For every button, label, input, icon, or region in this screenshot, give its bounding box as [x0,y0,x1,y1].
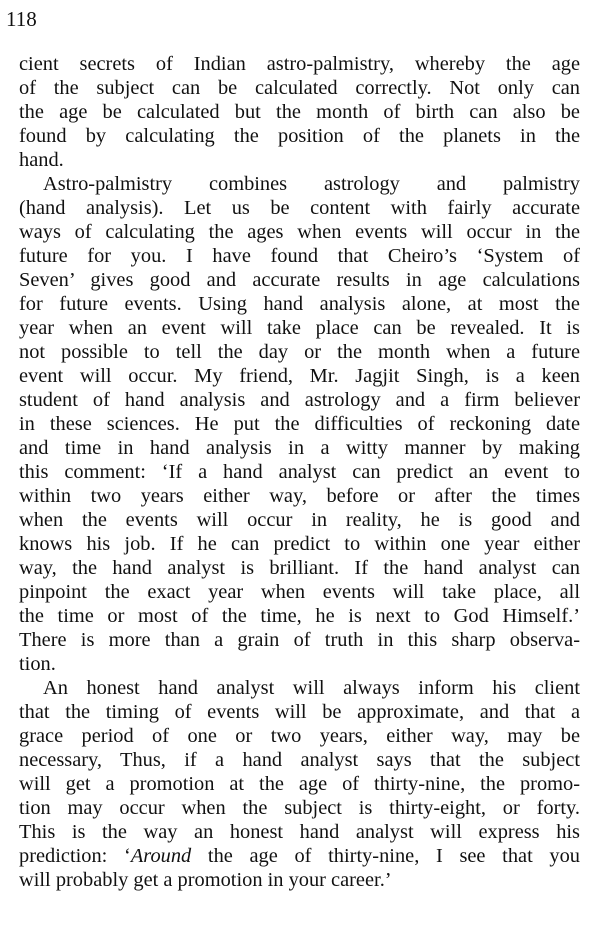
text-line: prediction: ‘Around the age of thirty-nine, I see that you [19,845,580,867]
body-text [19,52,580,892]
text-line: Seven’ gives good and accurate results in age calculations [19,269,580,291]
text-line: within two years either way, before or after the times [19,485,580,507]
text-line: ways of calculating the ages when events will occur in the [19,221,580,243]
text-line: for future events. Using hand analysis alone, at most the [19,293,580,315]
text-line: This is the way an honest hand analyst will express his [19,821,580,843]
text-line: tion. [19,653,56,675]
text-line: the time or most of the time, he is next to God Himself.’ [19,605,580,627]
text-line: will probably get a promotion in your career.’ [19,869,392,891]
text-line: year when an event will take place can be revealed. It is [19,317,580,339]
text-line: this comment: ‘If a hand analyst can predict an event to [19,461,580,483]
page-number: 118 [6,7,37,31]
text-line: student of hand analysis and astrology and a firm believer [19,389,580,411]
text-line: hand. [19,149,64,171]
text-line: Astro-palmistry combines astrology and palmistry [43,173,580,195]
text-line: event will occur. My friend, Mr. Jagjit Singh, is a keen [19,365,580,387]
text-line: of the subject can be calculated correctly. Not only can [19,77,580,99]
text-line: way, the hand analyst is brilliant. If the hand analyst can [19,557,580,579]
text-line: the age be calculated but the month of birth can also be [19,101,580,123]
text-line: necessary, Thus, if a hand analyst says that the subject [19,749,580,771]
text-line: and time in hand analysis in a witty manner by making [19,437,580,459]
text-line: future for you. I have found that Cheiro’s ‘System of [19,245,580,267]
text-line: not possible to tell the day or the month when a future [19,341,580,363]
paragraph-3 [19,676,580,892]
text-line: that the timing of events will be approximate, and that a [19,701,580,723]
text-line: (hand analysis). Let us be content with fairly accurate [19,197,580,219]
text-line: grace period of one or two years, either way, may be [19,725,580,747]
text-line: found by calculating the position of the planets in the [19,125,580,147]
text-line: tion may occur when the subject is thirty-eight, or forty. [19,797,580,819]
text-line: knows his job. If he can predict to within one year either [19,533,580,555]
text-line: There is more than a grain of truth in this sharp observa- [19,629,580,651]
text-line: cient secrets of Indian astro-palmistry, whereby the age [19,53,580,75]
paragraph-2 [19,172,580,676]
text-line: in these sciences. He put the difficulties of reckoning date [19,413,580,435]
text-line: An honest hand analyst will always inform his client [43,677,580,699]
text-line: when the events will occur in reality, he is good and [19,509,580,531]
text-line: will get a promotion at the age of thirty-nine, the promo- [19,773,580,795]
paragraph-1 [19,52,580,172]
text-line: pinpoint the exact year when events will take place, all [19,581,580,603]
